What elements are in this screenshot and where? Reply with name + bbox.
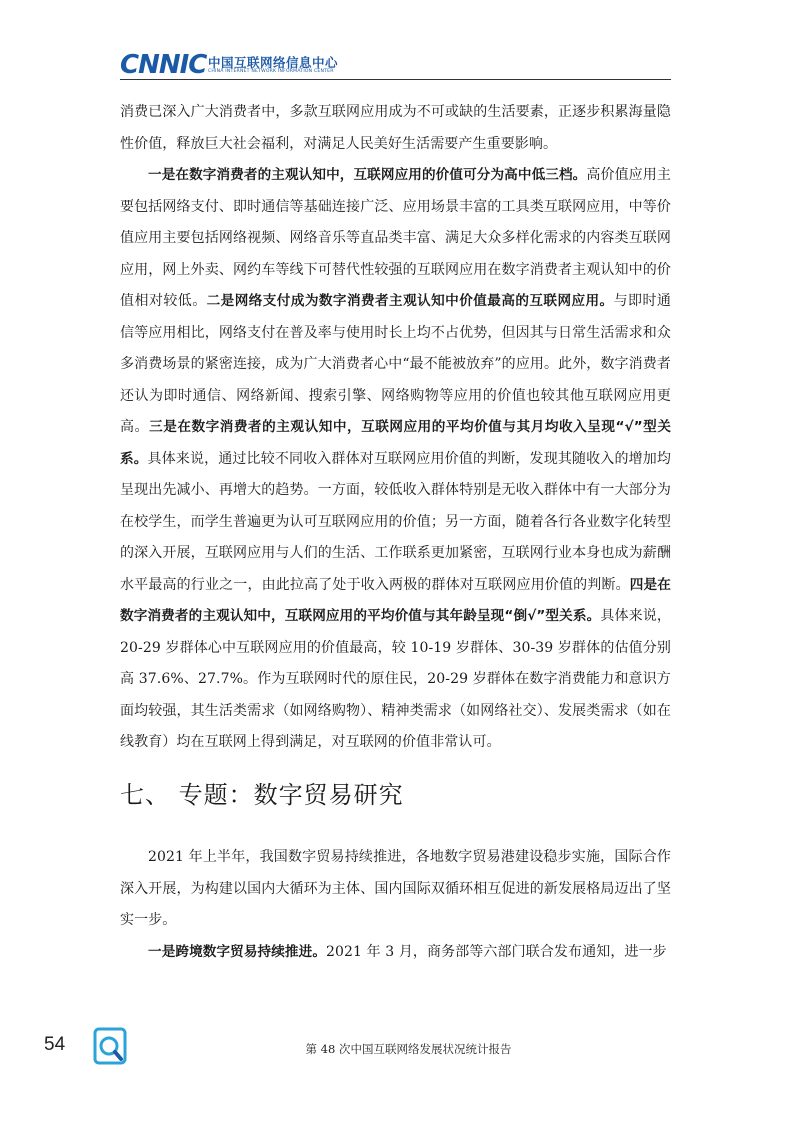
bold-point: 四是在数字消费者的主观认知中，互联网应用的平均价值与其年龄呈现“倒√”型关系。 — [120, 576, 671, 624]
text-run: 2021 年 3 月，商务部等六部门联合发布通知，进一步 — [326, 943, 667, 960]
paragraph — [120, 160, 671, 759]
body-text — [120, 97, 671, 759]
text-run: 与即时通信等应用相比，网络支付在普及率与使用时长上均不占优势，但因其与日常生活需求和众多消费场景的紧密连接，成为广大消费者心中“最不能被放弃”的应用。此外，数字消费者还认为即时通信、网络新闻、搜索引擎、网络购物等应用的价值也较其他互联网应用更高。 — [120, 293, 671, 435]
bold-point: 三是在数字消费者的主观认知中，互联网应用的平均价值与其月均收入呈现“√”型关系。 — [120, 419, 672, 467]
cnnic-logo: CNNIC — [120, 50, 207, 80]
report-title: 第 48 次中国互联网络发展状况统计报告 — [305, 1042, 512, 1056]
section-heading: 七、 专题：数字贸易研究 — [120, 781, 404, 809]
bold-point: 一是在数字消费者的主观认知中，互联网应用的价值可分为高中低三档。 — [148, 167, 587, 183]
text-run: 具体来说，通过比较不同收入群体对互联网应用价值的判断，发现其随收入的增加均呈现出先减小、再增大的趋势。一方面，较低收入群体特别是无收入群体中有一大部分为在校学生，而学生普遍更为认可互联网应用的价值；另一方面，随着各行各业数字化转型的深入开展，互联网应用与人们的生活、工作联系更加紧密，互联网行业本身也成为薪酬水平最高的行业之一，由此拉高了处于收入两极的群体对互联网应用价值的判断。 — [120, 450, 672, 593]
paragraph — [120, 937, 671, 969]
paragraph: 2021 年上半年，我国数字贸易持续推进，各地数字贸易港建设稳步实施，国际合作深入开展，为构建以国内大循环为主体、国内国际双循环相互促进的新发展格局迈出了坚实一步。 — [120, 849, 671, 928]
text-run: 具体来说，20-29 岁群体心中互联网应用的价值最高，较 10-19 岁群体、30-39 岁群体的估值分别高 37.6%、27.7%。作为互联网时代的原住民，20-29 岁群体在数字消费能力和意识方面均较强，其生活类需求（如网络购物）、精神类需求（如网络社交）、发展类需求（如在线教育）均在互联网上得到满足，对互联网的价值非常认可。 — [120, 608, 671, 750]
org-name-cn: 中国互联网络信息中心 — [208, 55, 339, 70]
bold-point: 一是跨境数字贸易持续推进。 — [148, 943, 327, 960]
header-divider — [120, 79, 671, 80]
paragraph: 消费已深入广大消费者中，多款互联网应用成为不可或缺的生活要素，正逐步积累海量隐性价值，释放巨大社会福利，对满足人民美好生活需要产生重要影响。 — [120, 104, 671, 152]
page-number: 54 — [44, 1034, 66, 1055]
org-name-en: CHINA INTERNET NETWORK INFORMATION CENTER — [208, 69, 334, 74]
text-run: 高价值应用主要包括网络支付、即时通信等基础连接广泛、应用场景丰富的工具类互联网应用，中等价值应用主要包括网络视频、网络音乐等直品类丰富、满足大众多样化需求的内容类互联网应用，网上外卖、网约车等线下可替代性较强的互联网应用在数字消费者主观认知中的价值相对较低。 — [120, 167, 671, 309]
bold-point: 二是网络支付成为数字消费者主观认知中价值最高的互联网应用。 — [206, 293, 614, 309]
page-header — [120, 50, 671, 80]
section-body — [120, 842, 671, 968]
